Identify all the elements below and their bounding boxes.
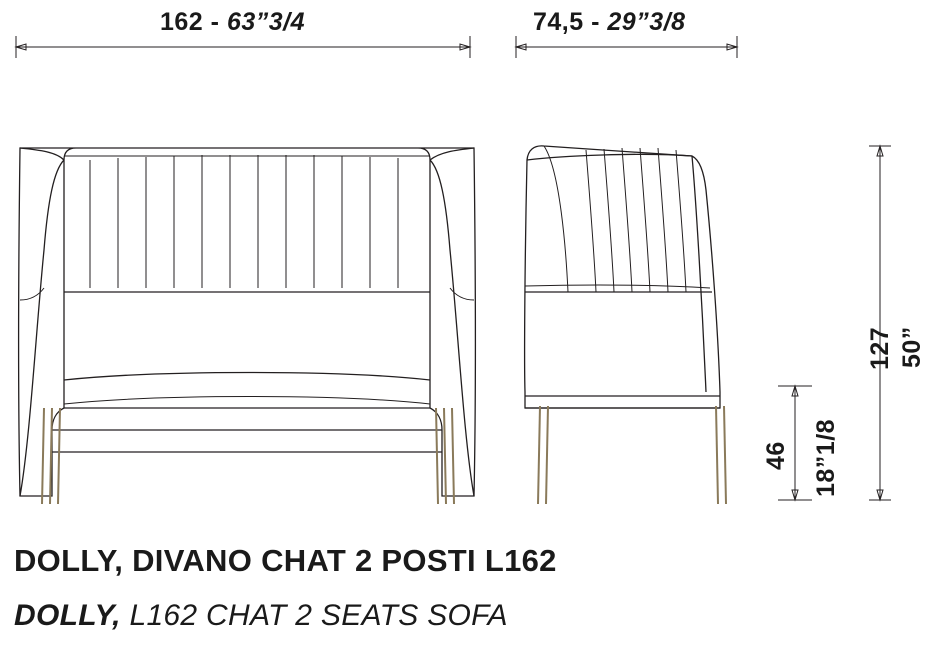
dimension-depth-separator: - [591, 8, 600, 36]
dimension-label-depth [533, 8, 685, 37]
legs-front-view [42, 408, 454, 504]
caption-english-brand: DOLLY, [14, 599, 121, 632]
dimension-depth-imperial: 29”3/8 [607, 8, 686, 36]
dimension-label-height-imperial: 50” [898, 326, 926, 368]
dimension-width-metric: 162 [160, 8, 204, 36]
legs-side-view [538, 406, 726, 504]
dimension-label-seat-height-imperial: 18”1/8 [812, 418, 840, 497]
caption-english-rest: L162 CHAT 2 SEATS SOFA [120, 599, 508, 632]
dimension-label-height-metric: 127 [866, 326, 894, 370]
side-elevation-view [525, 146, 726, 504]
dimension-width-imperial: 63”3/4 [226, 8, 306, 36]
dimension-line-width [16, 36, 470, 58]
dimension-line-height [869, 146, 891, 500]
front-elevation-view [19, 148, 476, 504]
caption-italian: DOLLY, DIVANO CHAT 2 POSTI L162 [14, 543, 557, 578]
dimension-label-seat-height-metric: 46 [762, 441, 790, 470]
dimension-label-width [160, 8, 305, 37]
caption-english [14, 599, 508, 633]
dimension-line-depth [516, 36, 737, 58]
dimension-width-separator: - [210, 8, 220, 36]
dimension-depth-metric: 74,5 [533, 8, 584, 36]
backrest-channels [90, 155, 398, 288]
